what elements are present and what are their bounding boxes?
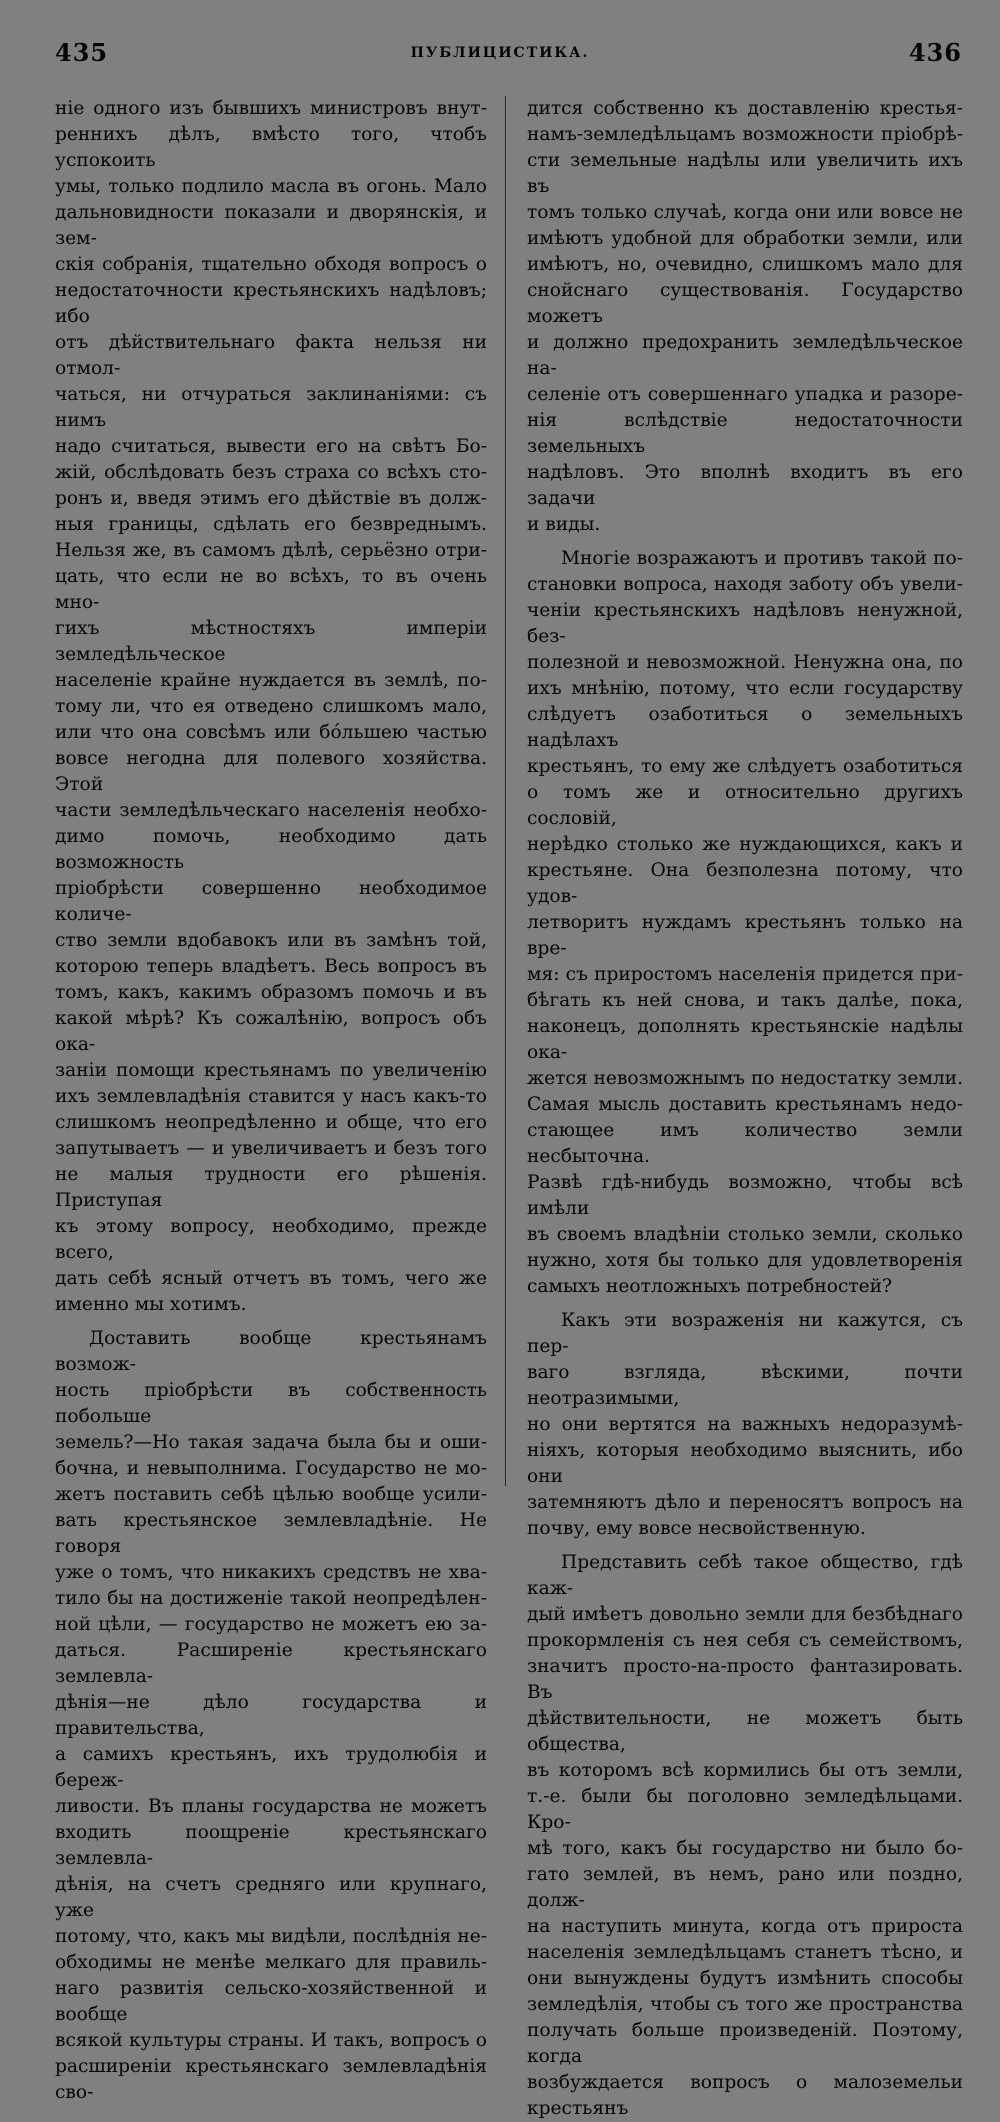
text-line: нужно, хотя бы только для удовлетворенія — [527, 1250, 963, 1271]
text-line: Самая мысль доставить крестьянамъ недо- — [527, 1094, 963, 1115]
text-line: тому ли, что ея отведено слишкомъ мало, — [55, 696, 487, 717]
text-line: населенія земледѣльцамъ станетъ тѣсно, и — [527, 1942, 963, 1963]
text-line: и должно предохранить земледѣльческое на- — [527, 332, 963, 379]
text-line: ныя границы, сдѣлать его безвреднымъ. — [55, 514, 487, 535]
text-line: не малыя трудности его рѣшенія. Приступая — [55, 1164, 487, 1211]
text-line: значитъ просто-на-просто фантазировать. Въ — [527, 1656, 963, 1703]
text-line: томъ, какъ, какимъ образомъ помочь и въ — [55, 982, 487, 1003]
text-line: уже о томъ, что никакихъ средствъ не хва- — [55, 1562, 487, 1583]
text-line: крестьяне. Она безполезна потому, что удов- — [527, 860, 963, 907]
text-line: затемняютъ дѣло и переносятъ вопросъ на — [527, 1492, 963, 1513]
text-line: дальновидности показали и дворянскія, и зем- — [55, 202, 487, 249]
text-line: бѣгать къ ней снова, и такъ далѣе, пока, — [527, 990, 963, 1011]
text-line: слѣдуетъ озаботиться о земельныхъ надѣлахъ — [527, 704, 963, 751]
text-line: потому, что, какъ мы видѣли, послѣднія не- — [55, 1926, 487, 1947]
text-line: гихъ мѣстностяхъ имперіи земледѣльческое — [55, 618, 487, 665]
text-line: ніяхъ, которыя необходимо выяснить, ибо они — [527, 1440, 963, 1487]
text-line: нерѣдко столько же нуждающихся, какъ и — [527, 834, 963, 855]
text-line: дится собственно къ доставленію крестья- — [527, 98, 963, 119]
page-number-left: 435 — [55, 38, 109, 67]
text-line: мя: съ приростомъ населенія придется при- — [527, 964, 963, 985]
text-line: т.-е. были бы поголовно земледѣльцами. Кро- — [527, 1786, 963, 1833]
text-line: а самихъ крестьянъ, ихъ трудолюбія и береж- — [55, 1744, 487, 1791]
text-line: обходимы не менѣе мелкаго для правиль- — [55, 1952, 487, 1973]
text-line: ность пріобрѣсти въ собственность побольше — [55, 1380, 487, 1427]
text-line: отъ дѣйствительнаго факта нельзя ни отмол- — [55, 332, 487, 379]
text-line: земель?—Но такая задача была бы и оши- — [55, 1432, 487, 1453]
text-line: ихъ мнѣнію, потому, что если государству — [527, 678, 963, 699]
text-line: ваго взгляда, вѣскими, почти неотразимыми, — [527, 1362, 963, 1409]
text-line: надѣловъ. Это вполнѣ входитъ въ его задачи — [527, 462, 963, 509]
text-line: крестьянъ, то ему же слѣдуетъ озаботиться — [527, 756, 963, 777]
text-line: на наступить минута, когда отъ прироста — [527, 1916, 963, 1937]
text-line: Многіе возражаютъ и противъ такой по- — [561, 548, 963, 569]
text-line: въ своемъ владѣніи столько земли, сколько — [527, 1224, 963, 1245]
text-line: гато землей, въ немъ, рано или поздно, долж- — [527, 1864, 963, 1911]
text-line: селеніе отъ совершеннаго упадка и разоре- — [527, 384, 963, 405]
text-line: заніи помощи крестьянамъ по увеличенію — [55, 1060, 487, 1081]
text-line: земледѣлія, чтобы съ того же пространства — [527, 1994, 963, 2015]
text-line: Представить себѣ такое общество, гдѣ каж- — [527, 1552, 963, 1599]
text-line: полезной и невозможной. Ненужна она, по — [527, 652, 963, 673]
text-line: снойснаго существованія. Государство можетъ — [527, 280, 963, 327]
text-line: которою теперь владѣетъ. Весь вопросъ въ — [55, 956, 487, 977]
text-line: къ этому вопросу, необходимо, прежде всего, — [55, 1216, 487, 1263]
text-line: бочна, и невыполнима. Государство не мо- — [55, 1458, 487, 1479]
text-line: имѣютъ, но, очевидно, слишкомъ мало для — [527, 254, 963, 275]
text-line: Развѣ гдѣ-нибудь возможно, чтобы всѣ имѣли — [527, 1172, 963, 1219]
text-line: становки вопроса, находя заботу объ увели- — [527, 574, 963, 595]
text-line: возбуждается вопросъ о малоземельи крестьянъ — [527, 2072, 963, 2119]
text-line: тило бы на достиженіе такой неопредѣлен- — [55, 1588, 487, 1609]
text-line: скія собранія, тщательно обходя вопросъ о — [55, 254, 487, 275]
text-line: прокормленія съ нея себя съ семействомъ, — [527, 1630, 963, 1651]
text-line: намъ-земледѣльцамъ возможности пріобрѣ- — [527, 124, 963, 145]
text-line: летворитъ нуждамъ крестьянъ только на вре- — [527, 912, 963, 959]
text-line: дѣнія, на счетъ средняго или крупнаго, уже — [55, 1874, 487, 1921]
text-line: дый имѣетъ довольно земли для безбѣднаго — [527, 1604, 963, 1625]
text-line: чаться, ни отчураться заклинаніями: съ нимъ — [55, 384, 487, 431]
text-line: Какъ эти возраженія ни кажутся, съ пер- — [527, 1310, 963, 1357]
text-line: цать, что если не во всѣхъ, то въ очень мно- — [55, 566, 487, 613]
text-line: вовсе негодна для полевого хозяйства. Этой — [55, 748, 487, 795]
text-line: умы, только подлило масла въ огонь. Мало — [55, 176, 487, 197]
text-line: ніе одного изъ бывшихъ министровъ внут- — [55, 98, 487, 119]
text-line: именно мы хотимъ. — [55, 1294, 247, 1315]
text-line: стающее имъ количество земли несбыточна. — [527, 1120, 963, 1167]
text-line: жій, обслѣдовать безъ страха со всѣхъ сто- — [55, 462, 487, 483]
text-line: вать крестьянское землевладѣніе. Не говоря — [55, 1510, 487, 1557]
column-divider — [505, 96, 506, 1486]
text-line: они вынуждены будутъ измѣнить способы — [527, 1968, 963, 1989]
text-line: наконецъ, дополнять крестьянскіе надѣлы ока- — [527, 1016, 963, 1063]
text-line: ихъ землевладѣнія ставится у насъ какъ-то — [55, 1086, 487, 1107]
text-line: входить поощреніе крестьянскаго землевла- — [55, 1822, 487, 1869]
text-line: ронъ и, введя этимъ его дѣйствіе въ долж- — [55, 488, 487, 509]
text-line: жется невозможнымъ по недостатку земли. — [527, 1068, 963, 1089]
text-line: надо считаться, вывести его на свѣтъ Бо- — [55, 436, 487, 457]
text-line: населеніе крайне нуждается въ землѣ, по- — [55, 670, 487, 691]
text-line: всякой культуры страны. И такъ, вопросъ о — [55, 2030, 487, 2051]
running-title: ПУБЛИЦИСТИКА. — [410, 45, 590, 61]
page-number-right: 436 — [908, 38, 962, 67]
text-line: даться. Расширеніе крестьянскаго землевла- — [55, 1640, 487, 1687]
text-line: части земледѣльческаго населенія необхо- — [55, 800, 487, 821]
text-line: или что она совсѣмъ или бóльшею частью — [55, 722, 487, 743]
text-line: въ которомъ всѣ кормились бы отъ земли, — [527, 1760, 963, 1781]
text-line: жетъ поставить себѣ цѣлью вообще усили- — [55, 1484, 487, 1505]
text-line: ченіи крестьянскихъ надѣловъ ненужной, без- — [527, 600, 963, 647]
left-column — [55, 96, 487, 2106]
text-line: мѣ того, какъ бы государство ни было бо- — [527, 1838, 963, 1859]
text-line: томъ только случаѣ, когда они или вовсе не — [527, 202, 963, 223]
text-line: но они вертятся на важныхъ недоразумѣ- — [527, 1414, 963, 1435]
page-header — [0, 38, 1000, 78]
text-line: Доставить вообще крестьянамъ возмож- — [55, 1328, 487, 1375]
text-line: ливости. Въ планы государства не можетъ — [55, 1796, 487, 1817]
text-line: дѣйствительности, не можетъ быть общества, — [527, 1708, 963, 1755]
text-line: нія вслѣдствіе недостаточности земельныхъ — [527, 410, 963, 457]
text-line: о томъ же и относительно другихъ сословій, — [527, 782, 963, 829]
text-line: Нельзя же, въ самомъ дѣлѣ, серьёзно отри- — [55, 540, 487, 561]
text-line: дѣнія—не дѣло государства и правительства, — [55, 1692, 487, 1739]
text-line: имѣютъ удобной для обработки земли, или — [527, 228, 963, 249]
text-line: какой мѣрѣ? Къ сожалѣнію, вопросъ объ ока- — [55, 1008, 487, 1055]
text-line: ной цѣли, — государство не можетъ ею за- — [55, 1614, 487, 1635]
text-line: расширеніи крестьянскаго землевладѣнія сво- — [55, 2056, 487, 2103]
right-column — [527, 96, 963, 2122]
text-line: недостаточности крестьянскихъ надѣловъ; ибо — [55, 280, 487, 327]
text-line: ренниxъ дѣлъ, вмѣсто того, чтобъ успокоить — [55, 124, 487, 171]
text-line: и виды. — [527, 514, 601, 535]
text-line: сти земельные надѣлы или увеличить ихъ въ — [527, 150, 963, 197]
text-line: димо помочь, необходимо дать возможность — [55, 826, 487, 873]
text-line: получать больше произведеній. Поэтому, когда — [527, 2020, 963, 2067]
text-line: самыхъ неотложныхъ потребностей? — [527, 1276, 893, 1297]
text-line: запутываетъ — и увеличиваетъ и безъ того — [55, 1138, 487, 1159]
text-line: дать себѣ ясный отчетъ въ томъ, чего же — [55, 1268, 487, 1289]
text-line: пріобрѣсти совершенно необходимое количе- — [55, 878, 487, 925]
text-line: слишкомъ неопредѣленно и обще, что его — [55, 1112, 487, 1133]
text-line: ство земли вдобавокъ или въ замѣнъ той, — [55, 930, 487, 951]
text-line: наго развитія сельско-хозяйственной и вообще — [55, 1978, 487, 2025]
text-line: почву, ему вовсе несвойственную. — [527, 1518, 866, 1539]
